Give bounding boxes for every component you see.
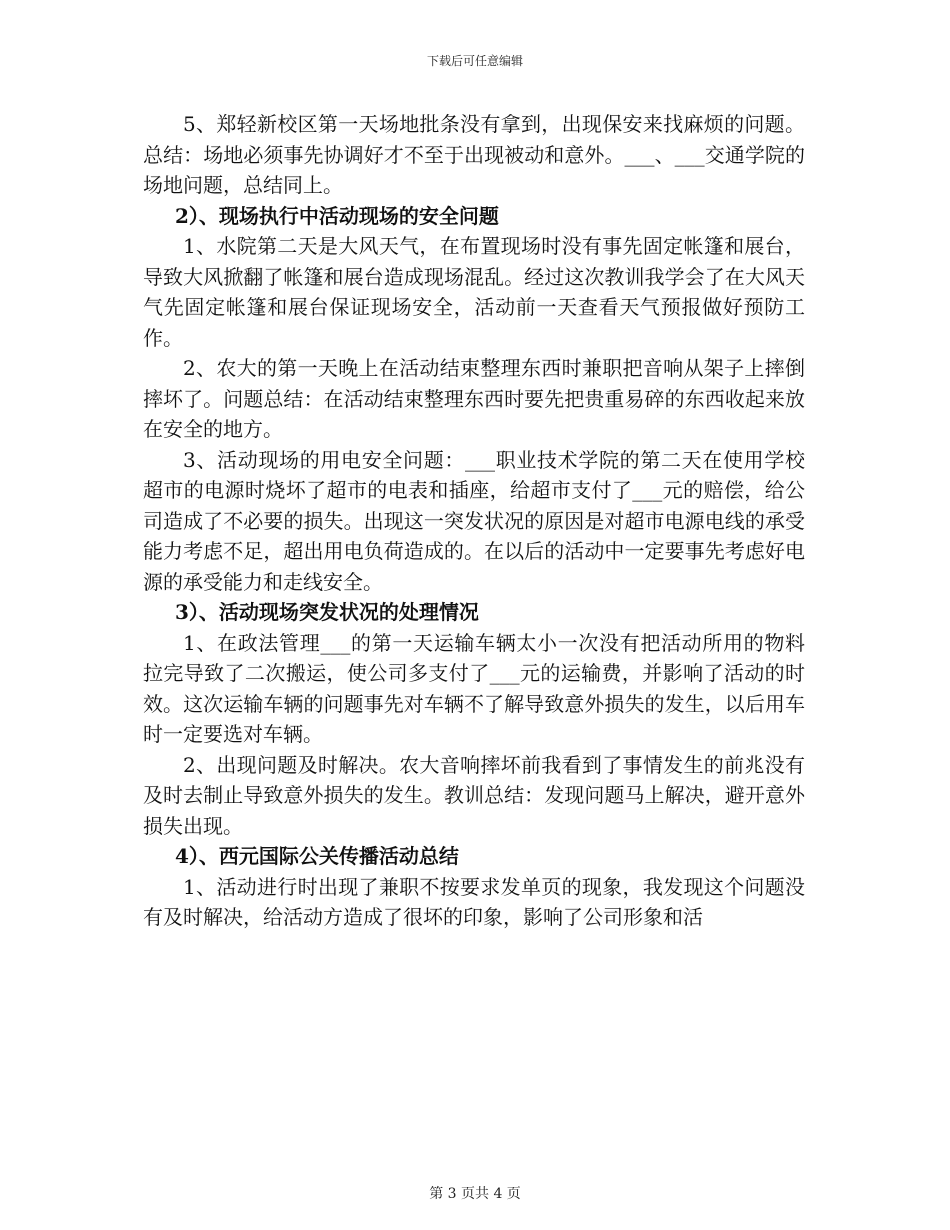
- section-heading: 2）、现场执行中活动现场的安全问题: [175, 203, 499, 228]
- paragraph: 1、水院第二天是大风天气，在布置现场时没有事先固定帐篷和展台，导致大风掀翻了帐篷和展台造成现场混乱。经过这次教训我学会了在大风天气先固定帐篷和展台保证现场安全，活动前一天查看天气预报做好预防工作。: [143, 234, 805, 350]
- paragraph: 3、活动现场的用电安全问题：___职业技术学院的第二天在使用学校超市的电源时烧坏了超市的电表和插座，给超市支付了___元的赔偿，给公司造成了不必要的损失。出现这一突发状况的原因是对超市电源电线的承受能力考虑不足，超出用电负荷造成的。在以后的活动中一定要事先考虑好电源的承受能力和走线安全。: [143, 447, 805, 594]
- paragraph: 1、活动进行时出现了兼职不按要求发单页的现象，我发现这个问题没有及时解决，给活动方造成了很坏的印象，影响了公司形象和活: [143, 874, 805, 929]
- paragraph: 1、在政法管理___的第一天运输车辆太小一次没有把活动所用的物料拉完导致了二次搬运，使公司多支付了___元的运输费，并影响了活动的时效。这次运输车辆的问题事先对车辆不了解导致意外损失的发生，以后用车时一定要选对车辆。: [143, 630, 805, 746]
- paragraph: 2、出现问题及时解决。农大音响摔坏前我看到了事情发生的前兆没有及时去制止导致意外损失的发生。教训总结：发现问题马上解决，避开意外损失出现。: [143, 752, 805, 838]
- page-footer: 第 3 页共 4 页: [429, 1186, 521, 1202]
- paragraph: 5、郑轻新校区第一天场地批条没有拿到，出现保安来找麻烦的问题。总结：场地必须事先协调好才不至于出现被动和意外。___、___交通学院的场地问题，总结同上。: [143, 112, 805, 197]
- section-heading: 3）、活动现场突发状况的处理情况: [175, 600, 479, 624]
- section-heading: 4）、西元国际公关传播活动总结: [175, 844, 459, 868]
- page-header: 下载后可任意编辑: [426, 54, 523, 68]
- paragraph: 2、农大的第一天晚上在活动结束整理东西时兼职把音响从架子上摔倒摔坏了。问题总结：在活动结束整理东西时要先把贵重易碎的东西收起来放在安全的地方。: [143, 356, 805, 441]
- document-body: [143, 109, 805, 933]
